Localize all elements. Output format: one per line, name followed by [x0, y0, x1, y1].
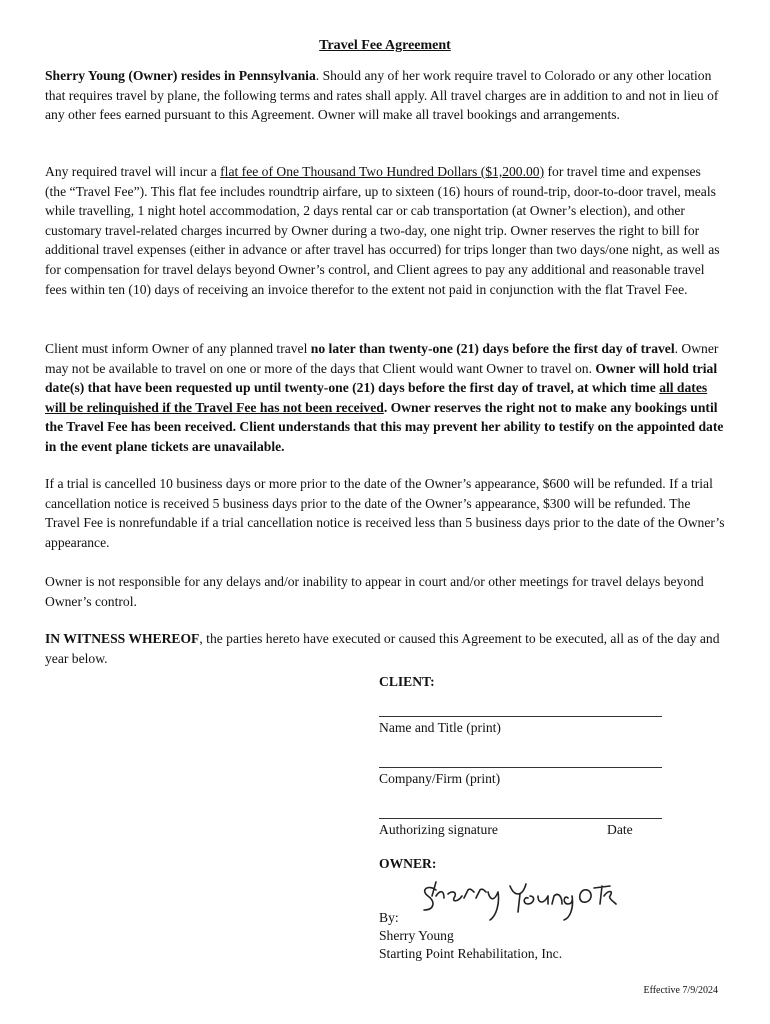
name-title-label: Name and Title (print) — [379, 720, 501, 735]
trial-hold-text: Owner will hold trial date(s) that have been requested up until twenty-one (21) days before the first day of travel, at which time — [45, 360, 718, 396]
notice-mid: . Owner may not be available to travel on one or more of the days that Client would want Owner to travel on. — [45, 341, 719, 376]
paragraph-travel-fee — [45, 162, 725, 299]
paragraph-cancellation: If a trial is cancelled 10 business days or more prior to the date of the Owner’s appearance, $600 will be refunded. If a trial cancellation notice is received 5 business days prior to the date of the Owner’s appearance, $300 will be refunded. The Travel Fee is nonrefundable if a trial cancellation notice is received less than 5 business days prior to the date of the Owner’s appearance. — [45, 476, 725, 550]
notice-deadline: no later than twenty-one (21) days before the first day of travel — [310, 341, 675, 356]
witness-text: , the parties hereto have executed or caused this Agreement to be executed, all as of the day and year below. — [45, 631, 720, 666]
owner-handwritten-signature — [418, 876, 618, 926]
owner-heading: OWNER: — [379, 856, 437, 871]
owner-name: Sherry Young — [379, 928, 454, 943]
client-heading: CLIENT: — [379, 674, 435, 689]
paragraph-delays: Owner is not responsible for any delays and/or inability to appear in court and/or other meetings for travel delays beyond Owner’s control. — [45, 574, 704, 609]
owner-company: Starting Point Rehabilitation, Inc. — [379, 946, 563, 961]
client-signature-line — [379, 818, 662, 819]
notice-pre: Client must inform Owner of any planned travel — [45, 341, 311, 356]
owner-residence-lead: Sherry Young (Owner) resides in Pennsylvania — [45, 68, 316, 83]
date-label: Date — [607, 822, 633, 837]
paragraph-residence — [45, 66, 725, 125]
relinquish-clause: all dates will be relinquished if the Travel Fee has not been received — [45, 380, 708, 415]
name-title-line — [379, 716, 662, 717]
flat-fee-amount: flat fee of One Thousand Two Hundred Dollars ($1,200.00) — [220, 164, 545, 179]
travel-fee-text: for travel time and expenses (the “Travel Fee”). This flat fee includes roundtrip airfare, up to sixteen (16) hours of round-trip, door-to-door travel, meals while travelling, 1 night hotel accommodation, 2 days rental car or cab transportation (at Owner’s election), and other customary travel-related charges incurred by Owner during a two-day, one night trip. Owner reserves the right to bill for additional travel expenses (either in advance or after travel has occurred) for trips longer than two days/one night, as well as for compensation for travel delays beyond Owner’s control, and Client agrees to pay any additional and reasonable travel fees within ten (10) days of receiving an invoice therefor to the extent not paid in conjunction with the flat Travel Fee. — [45, 164, 720, 297]
paragraph-witness — [45, 629, 725, 668]
booking-clause: . Owner reserves the right not to make any bookings until the Travel Fee has been received. Client understands that this may prevent her ability to testify on the appointed date in the event plane tickets are unavailable. — [45, 399, 724, 454]
document-title: Travel Fee Agreement — [319, 38, 451, 53]
by-label: By: — [379, 910, 399, 925]
residence-text: . Should any of her work require travel to Colorado or any other location that requires travel by plane, the following terms and rates shall apply. All travel charges are in addition to and not in lieu of any other fees earned pursuant to this Agreement. Owner will make all travel bookings and arrangements. — [45, 68, 719, 123]
client-signature-label: Authorizing signature — [379, 822, 498, 837]
company-line — [379, 767, 662, 768]
paragraph-notice — [45, 339, 725, 457]
company-label: Company/Firm (print) — [379, 771, 501, 786]
witness-lead: IN WITNESS WHEREOF — [45, 631, 200, 646]
effective-date: Effective 7/9/2024 — [643, 985, 718, 996]
travel-fee-pre: Any required travel will incur a — [45, 164, 221, 179]
